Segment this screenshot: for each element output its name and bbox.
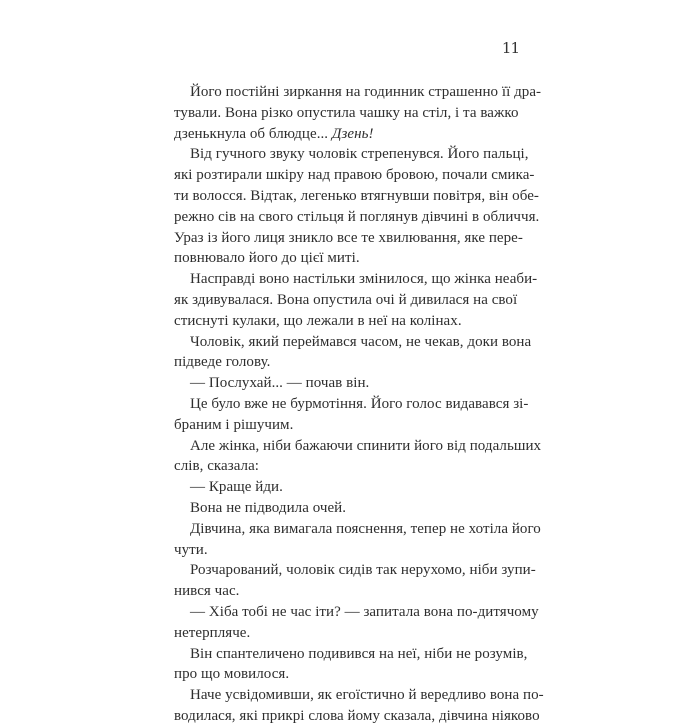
body-text: [174, 82, 544, 727]
text-line: нетерпляче.: [174, 624, 251, 641]
text-line: — Послухай... — почав він.: [190, 375, 370, 392]
text-line: Чоловік, який переймався часом, не чекав, доки вона: [190, 333, 532, 350]
text-line: браним і рішучим.: [174, 416, 294, 433]
text-line: ти волосся. Відтак, легенько втягнувши повітря, він обе-: [174, 187, 539, 204]
text-line: — Хіба тобі не час іти? — запитала вона по-дитячому: [190, 603, 539, 620]
text-line: — Краще йди.: [190, 479, 283, 496]
text-line: [174, 124, 514, 145]
text-line: Ураз із його лиця зникло все те хвилювання, яке пере-: [174, 229, 523, 246]
text-line: Вона не підводила очей.: [190, 499, 347, 516]
text-line: Але жінка, ніби бажаючи спинити його від подальших: [190, 437, 542, 454]
page-number: 11: [501, 39, 519, 57]
text-line: Від гучного звуку чоловік стрепенувся. Його пальці,: [190, 146, 529, 163]
text-line: Наче усвідомивши, як егоїстично й вередливо вона по-: [190, 687, 544, 704]
text-line: режно сів на свого стільця й поглянув дівчині в обличчя.: [174, 208, 540, 225]
text-line: Він спантеличено подивився на неї, ніби не розумів,: [190, 645, 528, 662]
emphasized-word: Дзень!: [331, 125, 374, 142]
text-line: Розчарований, чоловік сидів так нерухомо, ніби зупи-: [190, 562, 536, 579]
text-line: підведе голову.: [174, 354, 271, 371]
text-line: Насправді воно настільки змінилося, що жінка неаби-: [190, 271, 538, 288]
text-line: як здивувалася. Вона опустила очі й дивилася на свої: [174, 291, 518, 308]
text-line: Дівчина, яка вимагала пояснення, тепер не хотіла його: [190, 520, 541, 537]
text-line: тували. Вона різко опустила чашку на стіл, і та важко: [174, 104, 519, 121]
text-line: Його постійні зиркання на годинник страшенно її дра-: [190, 84, 542, 100]
text-line: Це було вже не бурмотіння. Його голос видавався зі-: [190, 395, 529, 412]
text-line: повнювало його до цієї миті.: [174, 250, 360, 267]
text-line: слів, сказала:: [174, 458, 259, 475]
text-line: стиснуті кулаки, що лежали в неї на колінах.: [174, 312, 462, 329]
text-line: чути.: [174, 541, 208, 558]
text-line-plain: дзенькнула об блюдце...: [174, 125, 329, 142]
text-line: водилася, які прикрі слова йому сказала, дівчина ніяково: [174, 707, 540, 724]
text-line: нився час.: [174, 583, 240, 600]
text-line: про що мовилося.: [174, 666, 290, 683]
text-line: які розтирали шкіру над правою бровою, почали смика-: [174, 167, 535, 184]
